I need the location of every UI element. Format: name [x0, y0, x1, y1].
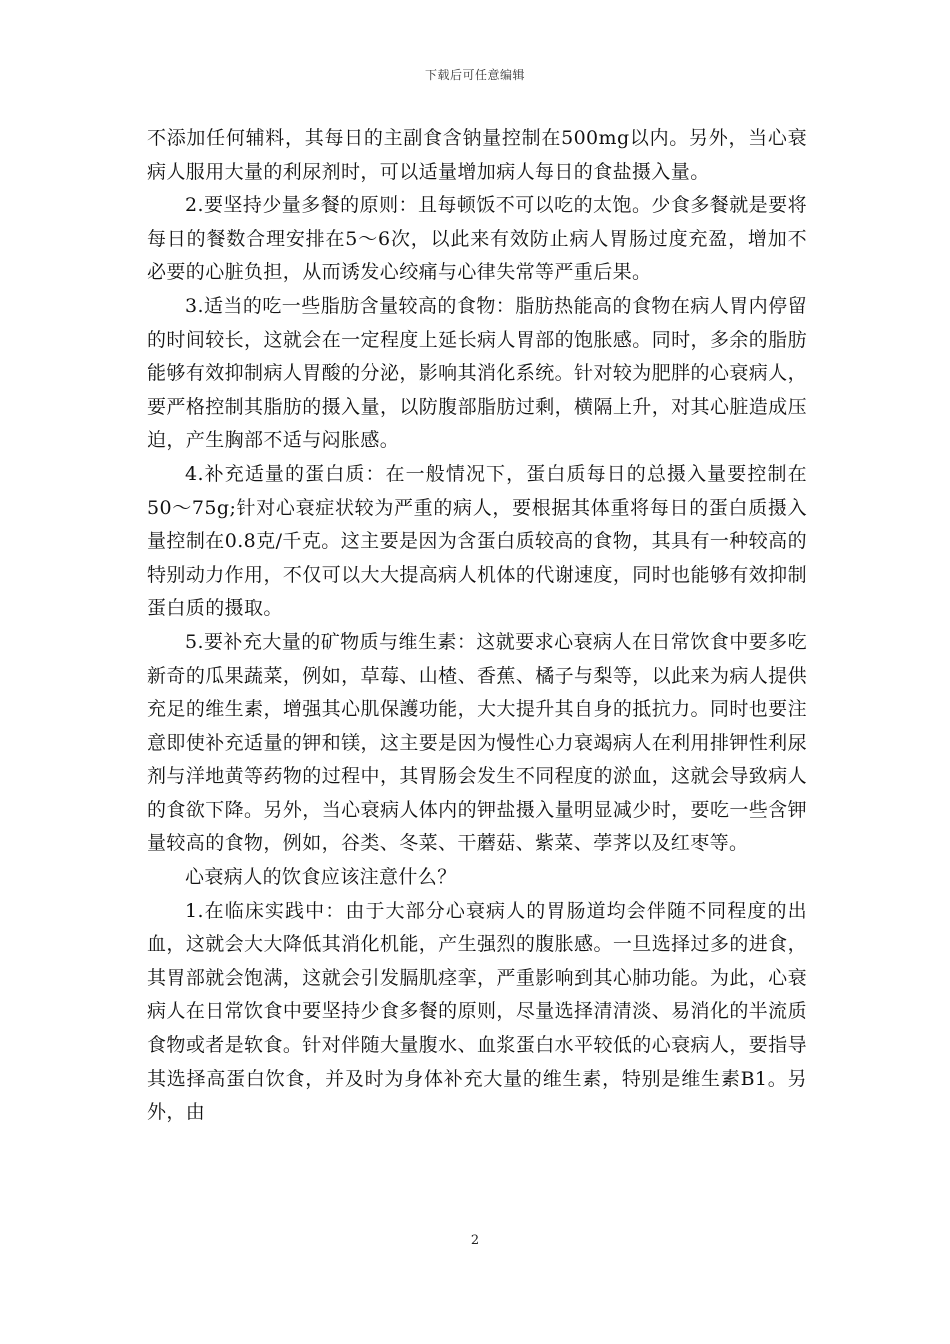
body-text — [147, 122, 807, 1130]
paragraph: 2.要坚持少量多餐的原则：且每顿饭不可以吃的太饱。少食多餐就是要将每日的餐数合理安排在5～6次，以此来有效防止病人胃肠过度充盈，增加不必要的心脏负担，从而诱发心绞痛与心律失常等严重后果。 — [147, 194, 807, 284]
paragraph: 4.补充适量的蛋白质：在一般情况下，蛋白质每日的总摄入量要控制在50～75g;针对心衰症状较为严重的病人，要根据其体重将每日的蛋白质摄入量控制在0.8克/千克。这主要是因为含蛋白质较高的食物，其具有一种较高的特别动力作用，不仅可以大大提高病人机体的代谢速度，同时也能够有效抑制蛋白质的摄取。 — [147, 462, 807, 620]
page-header: 下载后可任意编辑 — [424, 68, 525, 82]
paragraph: 1.在临床实践中：由于大部分心衰病人的胃肠道均会伴随不同程度的出血，这就会大大降低其消化机能，产生强烈的腹胀感。一旦选择过多的进食，其胃部就会饱满，这就会引发膈肌痉挛，严重影响到其心肺功能。为此，心衰病人在日常饮食中要坚持少食多餐的原则，尽量选择清清淡、易消化的半流质食物或者是软食。针对伴随大量腹水、血浆蛋白水平较低的心衰病人，要指导其选择高蛋白饮食，并及时为身体补充大量的维生素，特别是维生素B1。另外，由 — [147, 899, 807, 1124]
paragraph: 5.要补充大量的矿物质与维生素：这就要求心衰病人在日常饮食中要多吃新奇的瓜果蔬菜，例如，草莓、山楂、香蕉、橘子与梨等，以此来为病人提供充足的维生素，增强其心肌保護功能，大大提升其自身的抵抗力。同时也要注意即使补充适量的钾和镁，这主要是因为慢性心力衰竭病人在利用排钾性利尿剂与洋地黄等药物的过程中，其胃肠会发生不同程度的淤血，这就会导致病人的食欲下降。另外，当心衰病人体内的钾盐摄入量明显减少时，要吃一些含钾量较高的食物，例如，谷类、冬菜、干蘑菇、紫菜、荸荠以及红枣等。 — [147, 630, 807, 855]
paragraph: 不添加任何辅料，其每日的主副食含钠量控制在500mg以内。另外，当心衰病人服用大量的利尿剂时，可以适量增加病人每日的食盐摄入量。 — [147, 127, 807, 183]
page-number: 2 — [470, 1233, 480, 1248]
paragraph: 3.适当的吃一些脂肪含量较高的食物：脂肪热能高的食物在病人胃内停留的时间较长，这就会在一定程度上延长病人胃部的饱胀感。同时，多余的脂肪能够有效抑制病人胃酸的分泌，影响其消化系统。针对较为肥胖的心衰病人，要严格控制其脂肪的摄入量，以防腹部脂肪过剩，横隔上升，对其心脏造成压迫，产生胸部不适与闷胀感。 — [147, 294, 807, 452]
section-heading: 心衰病人的饮食应该注意什么？ — [185, 866, 457, 889]
